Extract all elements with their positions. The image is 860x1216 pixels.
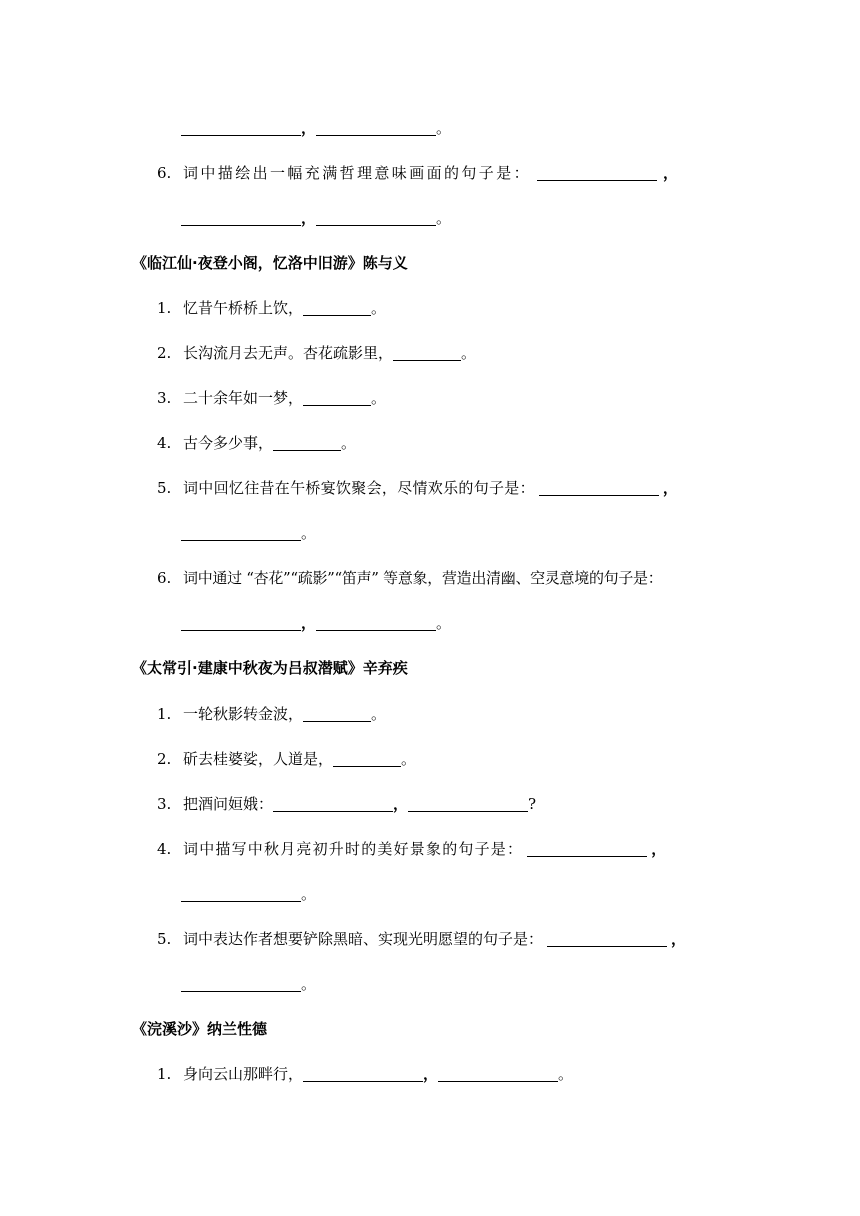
section-heading: 《浣溪沙》纳兰性德 (132, 1020, 268, 1038)
question-5: 5. 词中回忆往昔在午桥宴饮聚会，尽情欢乐的句子是： ， (157, 479, 678, 497)
fill-blank[interactable] (181, 209, 301, 226)
question-2: 2. 斫去桂婆娑，人道是， 。 (157, 750, 417, 768)
fill-blank[interactable] (181, 975, 301, 992)
question-5: 5. 词中表达作者想要铲除黑暗、实现光明愿望的句子是： ， (157, 930, 687, 948)
fill-blank[interactable] (316, 209, 436, 226)
question-3: 3. 二十余年如一梦， 。 (157, 389, 387, 407)
fill-blank[interactable] (273, 795, 393, 812)
fill-blank[interactable] (527, 840, 647, 857)
section-heading: 《太常引·建康中秋夜为吕叔潜赋》辛弃疾 (132, 659, 408, 677)
question-2: 2. 长沟流月去无声。杏花疏影里， 。 (157, 344, 477, 362)
question-1: 1. 忆昔午桥桥上饮， 。 (157, 299, 387, 317)
fill-blank[interactable] (303, 299, 371, 316)
answer-line: 。 (181, 522, 316, 544)
question-3: 3. 把酒问姮娥： ， ? (157, 795, 537, 813)
answer-line: ， 。 (181, 612, 451, 634)
fill-blank[interactable] (181, 885, 301, 902)
answer-line: 。 (181, 883, 316, 905)
fill-blank[interactable] (547, 930, 667, 947)
question-4: 4. 词中描写中秋月亮初升时的美好景象的句子是： ， (157, 840, 667, 858)
fill-blank[interactable] (539, 479, 659, 496)
fill-blank[interactable] (537, 164, 657, 181)
answer-line: ， 。 (181, 117, 451, 139)
fill-blank[interactable] (303, 1065, 423, 1082)
fill-blank[interactable] (316, 614, 436, 631)
fill-blank[interactable] (408, 795, 528, 812)
fill-blank[interactable] (181, 614, 301, 631)
fill-blank[interactable] (393, 344, 461, 361)
question-6: 6. 词中描绘出一幅充满哲理意味画面的句子是： ， (157, 164, 679, 182)
question-4: 4. 古今多少事， 。 (157, 434, 357, 452)
question-6: 6. 词中通过 “杏花”“疏影”“笛声” 等意象，营造出清幽、空灵意境的句子是： (157, 569, 663, 587)
question-1: 1. 身向云山那畔行， ， 。 (157, 1065, 574, 1083)
answer-line: 。 (181, 973, 316, 995)
fill-blank[interactable] (303, 389, 371, 406)
section-heading: 《临江仙·夜登小阁，忆洛中旧游》陈与义 (132, 254, 408, 272)
answer-line: ， 。 (181, 207, 451, 229)
question-text: 词中描绘出一幅充满哲理意味画面的句子是： (183, 164, 532, 182)
fill-blank[interactable] (333, 750, 401, 767)
fill-blank[interactable] (316, 119, 436, 136)
question-1: 1. 一轮秋影转金波， 。 (157, 705, 387, 723)
fill-blank[interactable] (438, 1065, 558, 1082)
question-number: 6. (157, 164, 172, 182)
fill-blank[interactable] (181, 524, 301, 541)
fill-blank[interactable] (181, 119, 301, 136)
fill-blank[interactable] (303, 705, 371, 722)
fill-blank[interactable] (273, 434, 341, 451)
